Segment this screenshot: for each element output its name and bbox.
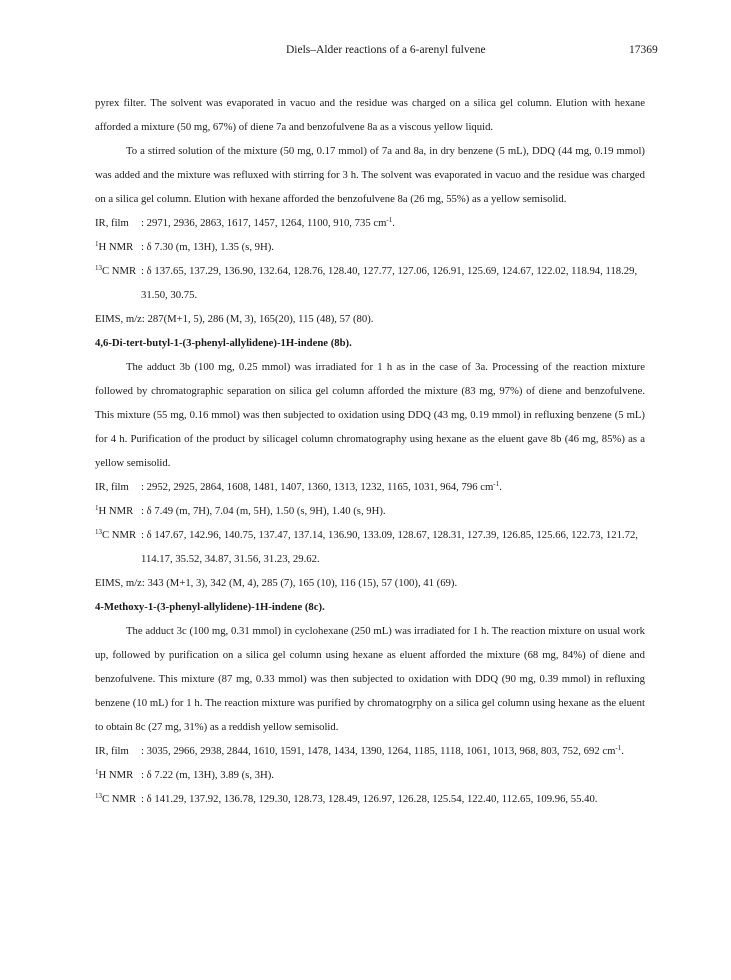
spec-eims-8a [95,307,645,331]
spec-label: H NMR [98,241,134,253]
spec-13c-nmr-8c: $^{13}$C NMR : δ 141.29, 137.92, 136.78, 129.30, 128.73, 128.49, 126.97, 126.28, 125.54, 122.40, 112.65, 109.96, 55.40. [95,787,645,811]
spec-value: : δ 147.67, 142.96, 140.75, 137.47, 137.14, 136.90, 133.09, 128.67, 128.31, 127.39, 126.85, 125.66, 122.73, 121.72, 114.17, 35.52, 34.87, 31.56, 31.23, 29.62. [141,529,638,565]
spec-label: H NMR [98,505,134,517]
spec-13c-nmr-8a: $^{13}$C NMR : δ 137.65, 137.29, 136.90, 132.64, 128.76, 128.40, 127.77, 127.06, 126.91, 125.69, 124.67, 122.02, 118.94, 118.29, 31.50, 30.75. [95,259,645,307]
spec-value: : 3035, 2966, 2938, 2844, 1610, 1591, 1478, 1434, 1390, 1264, 1185, 1118, 1061, 1013, 968, 803, 752, 692 cm [141,745,616,757]
spec-value: : 287(M+1, 5), 286 (M, 3), 165(20), 115 (48), 57 (80). [141,313,374,325]
spec-value: : δ 7.22 (m, 13H), 3.89 (s, 3H). [141,769,274,781]
spec-label: EIMS, m/z [95,313,142,325]
compound-heading-8b: 4,6-Di-tert-butyl-1-(3-phenyl-allylidene)-1H-indene (8b). [95,337,352,349]
spec-value: : 343 (M+1, 3), 342 (M, 4), 285 (7), 165 (10), 116 (15), 57 (100), 41 (69). [141,577,458,589]
spec-value: : 2952, 2925, 2864, 1608, 1481, 1407, 1360, 1313, 1232, 1165, 1031, 964, 796 cm [141,481,494,493]
spec-13c-nmr-8b: $^{13}$C NMR : δ 147.67, 142.96, 140.75, 137.47, 137.14, 136.90, 133.09, 128.67, 128.31, 127.39, 126.85, 125.66, 122.73, 121.72, 114.17, 35.52, 34.87, 31.56, 31.23, 29.62. [95,523,645,571]
spec-1h-nmr-8b: $^1$H NMR : δ 7.49 (m, 7H), 7.04 (m, 5H), 1.50 (s, 9H), 1.40 (s, 9H). [95,499,645,523]
paragraph-4: The adduct 3c (100 mg, 0.31 mmol) in cyclohexane (250 mL) was irradiated for 1 h. The reaction mixture on usual work up, followed by purification on a silica gel column using hexane as eluent afforded the mixture (68 mg, 84%) of diene and benzofulvene. This mixture (87 mg, 0.33 mmol) was then subjected to oxidation with DDQ (90 mg, 0.39 mmol) in refluxing benzene (10 mL) for 1 h. The reaction mixture was purified by chromatogrphy on a silica gel column using hexane as the eluent to obtain 8c (27 mg, 31%) as a reddish yellow semisolid. [95,625,645,733]
spec-eims-8b [95,571,645,595]
spec-1h-nmr-8c: $^1$H NMR : δ 7.22 (m, 13H), 3.89 (s, 3H). [95,763,645,787]
spec-label: EIMS, m/z [95,577,142,589]
spec-ir-8a: IR, film : 2971, 2936, 2863, 1617, 1457, 1264, 1100, 910, 735 $cm^{-1}$. [95,211,645,235]
article-body [95,91,645,811]
spec-value: : δ 7.49 (m, 7H), 7.04 (m, 5H), 1.50 (s, 9H), 1.40 (s, 9H). [141,505,386,517]
running-title: Diels–Alder reactions of a 6-arenyl fulvene [286,44,486,56]
paragraph-2: To a stirred solution of the mixture (50 mg, 0.17 mmol) of 7a and 8a, in dry benzene (5 mL), DDQ (44 mg, 0.19 mmol) was added and the mixture was refluxed with stirring for 3 h. The solvent was evaporated in vacuo and the residue was charged on a silica gel column. Elution with hexane afforded the benzofulvene 8a (26 mg, 55%) as a yellow semisolid. [95,145,645,205]
paragraph-1: pyrex filter. The solvent was evaporated in vacuo and the residue was charged on a silica gel column. Elution with hexane afforded a mixture (50 mg, 67%) of diene 7a and benzofulvene 8a as a viscous yellow liquid. [95,97,645,133]
spec-label: IR, film [95,217,129,229]
spec-label: H NMR [98,769,134,781]
page-number: 17369 [629,44,658,56]
compound-heading-8c: 4-Methoxy-1-(3-phenyl-allylidene)-1H-indene (8c). [95,601,325,613]
spec-1h-nmr-8a: $^1$H NMR : δ 7.30 (m, 13H), 1.35 (s, 9H). [95,235,645,259]
spec-label: IR, film [95,745,129,757]
spec-label: C NMR [102,265,137,277]
spec-value: : δ 137.65, 137.29, 136.90, 132.64, 128.76, 128.40, 127.77, 127.06, 126.91, 125.69, 124.67, 122.02, 118.94, 118.29, 31.50, 30.75. [141,265,638,301]
spec-ir-8b: IR, film : 2952, 2925, 2864, 1608, 1481, 1407, 1360, 1313, 1232, 1165, 1031, 964, 796 $cm^{-1}$. [95,475,645,499]
spec-ir-8c: IR, film : 3035, 2966, 2938, 2844, 1610, 1591, 1478, 1434, 1390, 1264, 1185, 1118, 1061, 1013, 968, 803, 752, 692 $cm^{-1}$. [95,739,645,763]
spec-label: C NMR [102,793,137,805]
paragraph-3: The adduct 3b (100 mg, 0.25 mmol) was irradiated for 1 h as in the case of 3a. Processing of the reaction mixture followed by chromatographic separation on silica gel column afforded the mixture (83 mg, 97%) of diene and benzofulvene. This mixture (55 mg, 0.16 mmol) was then subjected to oxidation using DDQ (43 mg, 0.19 mmol) in refluxing benzene (5 mL) for 4 h. Purification of the product by silicagel column chromatography using hexane as the eluent gave 8b (46 mg, 85%) as a yellow semisolid. [95,361,645,469]
spec-value: : δ 141.29, 137.92, 136.78, 129.30, 128.73, 128.49, 126.97, 126.28, 125.54, 122.40, 112.65, 109.96, 55.40. [141,793,598,805]
spec-label: IR, film [95,481,129,493]
running-header [0,44,731,60]
spec-value: : δ 7.30 (m, 13H), 1.35 (s, 9H). [141,241,274,253]
spec-label: C NMR [102,529,137,541]
spec-value: : 2971, 2936, 2863, 1617, 1457, 1264, 1100, 910, 735 cm [141,217,387,229]
